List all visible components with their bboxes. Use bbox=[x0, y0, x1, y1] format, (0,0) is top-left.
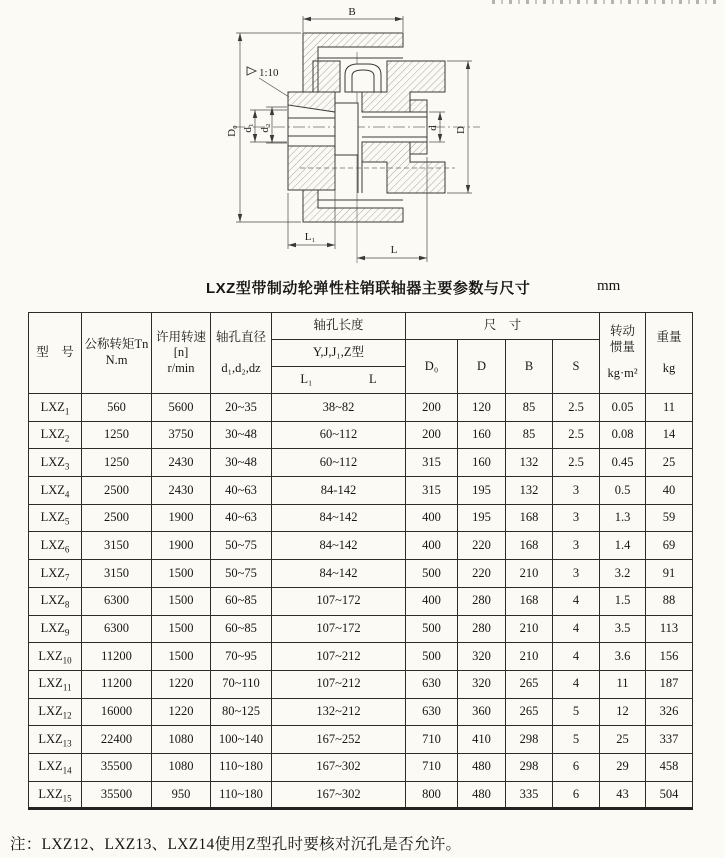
header-torque-line2: N.m bbox=[105, 353, 128, 367]
cell-speed: 1500 bbox=[152, 615, 211, 643]
cell-D0: 315 bbox=[406, 449, 458, 477]
cell-B: 265 bbox=[506, 698, 553, 726]
cell-bore_diameter: 30~48 bbox=[211, 449, 272, 477]
cell-S: 3 bbox=[553, 504, 600, 532]
table-row bbox=[29, 421, 693, 449]
cell-S: 3 bbox=[553, 532, 600, 560]
cell-speed: 1900 bbox=[152, 532, 211, 560]
header-inertia bbox=[600, 313, 646, 394]
cell-weight: 187 bbox=[646, 670, 693, 698]
cell-bore_length: 60~112 bbox=[272, 449, 406, 477]
cell-inertia: 3.2 bbox=[600, 560, 646, 588]
cell-speed: 2430 bbox=[152, 449, 211, 477]
cell-torque: 3150 bbox=[82, 532, 152, 560]
cell-speed: 1500 bbox=[152, 643, 211, 671]
table-row bbox=[29, 449, 693, 477]
cell-D: 410 bbox=[458, 726, 506, 754]
cell-torque: 1250 bbox=[82, 421, 152, 449]
cell-B: 298 bbox=[506, 753, 553, 781]
header-L1: L₁ bbox=[300, 372, 313, 387]
cell-bore_diameter: 20~35 bbox=[211, 394, 272, 422]
header-speed-line1: 许用转速 bbox=[155, 329, 206, 344]
cell-torque: 16000 bbox=[82, 698, 152, 726]
taper-symbol-icon bbox=[247, 67, 256, 75]
cell-model: $LXZ_5$ bbox=[29, 504, 82, 532]
cell-model: $LXZ_{11}$ bbox=[29, 670, 82, 698]
cell-D0: 315 bbox=[406, 477, 458, 505]
footnote: 注：LXZ12、LXZ13、LXZ14使用Z型孔时要核对沉孔是否允许。 bbox=[10, 836, 462, 853]
cell-speed: 2430 bbox=[152, 477, 211, 505]
cell-bore_length: 167~252 bbox=[272, 726, 406, 754]
cell-inertia: 0.45 bbox=[600, 449, 646, 477]
cell-D0: 500 bbox=[406, 560, 458, 588]
cell-inertia: 1.4 bbox=[600, 532, 646, 560]
cell-inertia: 11 bbox=[600, 670, 646, 698]
header-model: 型 号 bbox=[29, 313, 82, 394]
cell-torque: 1250 bbox=[82, 449, 152, 477]
cell-bore_length: 167~302 bbox=[272, 753, 406, 781]
cell-weight: 458 bbox=[646, 753, 693, 781]
table-row bbox=[29, 587, 693, 615]
parameters-table bbox=[28, 312, 693, 810]
cell-weight: 91 bbox=[646, 560, 693, 588]
cell-S: 6 bbox=[553, 781, 600, 809]
dim-label-big-d: D bbox=[455, 126, 467, 134]
cell-D0: 710 bbox=[406, 753, 458, 781]
cell-bore_length: 38~82 bbox=[272, 394, 406, 422]
cell-weight: 69 bbox=[646, 532, 693, 560]
left-flange-upper bbox=[288, 92, 335, 112]
cell-inertia: 0.5 bbox=[600, 477, 646, 505]
cell-inertia: 1.5 bbox=[600, 587, 646, 615]
cell-inertia: 0.08 bbox=[600, 421, 646, 449]
header-L: L bbox=[369, 372, 377, 387]
cell-bore_length: 84~142 bbox=[272, 532, 406, 560]
cell-B: 168 bbox=[506, 587, 553, 615]
cell-B: 210 bbox=[506, 560, 553, 588]
right-sleeve-upper bbox=[410, 100, 427, 112]
cell-weight: 40 bbox=[646, 477, 693, 505]
table-row bbox=[29, 560, 693, 588]
cell-D0: 400 bbox=[406, 587, 458, 615]
cell-D0: 500 bbox=[406, 643, 458, 671]
header-speed-line2: [n] bbox=[173, 345, 189, 360]
cell-S: 6 bbox=[553, 753, 600, 781]
cell-bore_diameter: 60~85 bbox=[211, 587, 272, 615]
cell-bore_length: 107~172 bbox=[272, 587, 406, 615]
cell-bore_diameter: 70~110 bbox=[211, 670, 272, 698]
cell-B: 132 bbox=[506, 449, 553, 477]
cell-speed: 1900 bbox=[152, 504, 211, 532]
cell-torque: 35500 bbox=[82, 781, 152, 809]
cell-weight: 156 bbox=[646, 643, 693, 671]
unit-label: mm bbox=[597, 278, 621, 294]
cell-B: 265 bbox=[506, 670, 553, 698]
dim-label-l1: L₁ bbox=[304, 231, 316, 243]
header-speed bbox=[152, 313, 211, 394]
cell-torque: 2500 bbox=[82, 504, 152, 532]
cell-B: 85 bbox=[506, 394, 553, 422]
cell-bore_diameter: 40~63 bbox=[211, 504, 272, 532]
cell-torque: 11200 bbox=[82, 643, 152, 671]
cell-speed: 3750 bbox=[152, 421, 211, 449]
header-bore-diameter bbox=[211, 313, 272, 394]
cell-torque: 6300 bbox=[82, 615, 152, 643]
header-inertia-line3: kg·m² bbox=[607, 366, 638, 380]
header-bore-dia-line1: 轴孔直径 bbox=[215, 329, 266, 344]
cell-torque: 3150 bbox=[82, 560, 152, 588]
header-size: 尺 寸 bbox=[406, 313, 600, 340]
cell-B: 335 bbox=[506, 781, 553, 809]
cell-D: 280 bbox=[458, 587, 506, 615]
cell-speed: 1500 bbox=[152, 560, 211, 588]
cell-speed: 1080 bbox=[152, 726, 211, 754]
header-weight-line1: 重量 bbox=[656, 329, 682, 344]
cell-bore_length: 167~302 bbox=[272, 781, 406, 809]
cell-weight: 337 bbox=[646, 726, 693, 754]
cell-weight: 25 bbox=[646, 449, 693, 477]
cell-model: $LXZ_6$ bbox=[29, 532, 82, 560]
cell-bore_diameter: 70~95 bbox=[211, 643, 272, 671]
cell-model: $LXZ_9$ bbox=[29, 615, 82, 643]
cell-model: $LXZ_3$ bbox=[29, 449, 82, 477]
cell-D: 320 bbox=[458, 643, 506, 671]
header-bore-length: 轴孔长度 bbox=[272, 313, 406, 340]
cell-speed: 1500 bbox=[152, 587, 211, 615]
header-torque-line1: 公称转矩Tn bbox=[84, 337, 149, 352]
dim-label-d0: D₀ bbox=[226, 125, 238, 137]
cell-bore_diameter: 100~140 bbox=[211, 726, 272, 754]
right-sleeve-lower bbox=[410, 142, 427, 154]
cell-bore_length: 107~212 bbox=[272, 670, 406, 698]
elastic-pin bbox=[345, 64, 381, 92]
cell-bore_length: 132~212 bbox=[272, 698, 406, 726]
cell-D0: 500 bbox=[406, 615, 458, 643]
cell-S: 4 bbox=[553, 643, 600, 671]
cell-B: 168 bbox=[506, 504, 553, 532]
cell-model: $LXZ_{15}$ bbox=[29, 781, 82, 809]
cell-bore_length: 84~142 bbox=[272, 560, 406, 588]
pin-boss-block bbox=[335, 103, 358, 155]
coupling-section-drawing bbox=[0, 0, 725, 272]
header-torque bbox=[82, 313, 152, 394]
cell-torque: 6300 bbox=[82, 587, 152, 615]
cell-speed: 950 bbox=[152, 781, 211, 809]
table-row bbox=[29, 477, 693, 505]
header-D0: D₀ bbox=[406, 340, 458, 394]
table-row bbox=[29, 781, 693, 809]
cell-S: 5 bbox=[553, 698, 600, 726]
header-D: D bbox=[458, 340, 506, 394]
cell-bore_diameter: 80~125 bbox=[211, 698, 272, 726]
table-row bbox=[29, 532, 693, 560]
cell-model: $LXZ_{13}$ bbox=[29, 726, 82, 754]
header-L1-L bbox=[272, 367, 406, 394]
cell-D0: 630 bbox=[406, 670, 458, 698]
cell-speed: 1220 bbox=[152, 670, 211, 698]
cell-D0: 400 bbox=[406, 504, 458, 532]
cell-bore_length: 107~172 bbox=[272, 615, 406, 643]
cell-B: 210 bbox=[506, 615, 553, 643]
cell-S: 3 bbox=[553, 560, 600, 588]
cell-B: 85 bbox=[506, 421, 553, 449]
cell-bore_length: 60~112 bbox=[272, 421, 406, 449]
dim-label-d: d bbox=[427, 125, 439, 131]
cell-D: 360 bbox=[458, 698, 506, 726]
cell-B: 298 bbox=[506, 726, 553, 754]
cell-D0: 400 bbox=[406, 532, 458, 560]
cell-S: 2.5 bbox=[553, 421, 600, 449]
header-weight bbox=[646, 313, 693, 394]
cell-S: 4 bbox=[553, 587, 600, 615]
cell-B: 210 bbox=[506, 643, 553, 671]
cell-bore_diameter: 30~48 bbox=[211, 421, 272, 449]
cell-D: 195 bbox=[458, 477, 506, 505]
cell-torque: 11200 bbox=[82, 670, 152, 698]
cell-S: 2.5 bbox=[553, 449, 600, 477]
cell-D: 220 bbox=[458, 532, 506, 560]
header-inertia-line2: 惯量 bbox=[610, 340, 636, 354]
cell-weight: 88 bbox=[646, 587, 693, 615]
cell-weight: 14 bbox=[646, 421, 693, 449]
table-row bbox=[29, 394, 693, 422]
cell-inertia: 25 bbox=[600, 726, 646, 754]
cell-D: 220 bbox=[458, 560, 506, 588]
table-row bbox=[29, 726, 693, 754]
cell-D0: 200 bbox=[406, 394, 458, 422]
cell-speed: 1220 bbox=[152, 698, 211, 726]
left-flange-lower bbox=[288, 146, 335, 190]
table-row bbox=[29, 670, 693, 698]
cell-bore_diameter: 110~180 bbox=[211, 753, 272, 781]
cell-bore_diameter: 50~75 bbox=[211, 560, 272, 588]
cell-S: 4 bbox=[553, 615, 600, 643]
cell-torque: 2500 bbox=[82, 477, 152, 505]
cell-torque: 22400 bbox=[82, 726, 152, 754]
header-weight-line2: kg bbox=[662, 360, 676, 375]
table-row bbox=[29, 698, 693, 726]
cell-weight: 504 bbox=[646, 781, 693, 809]
table-row bbox=[29, 615, 693, 643]
cell-weight: 113 bbox=[646, 615, 693, 643]
cell-inertia: 12 bbox=[600, 698, 646, 726]
cell-D: 280 bbox=[458, 615, 506, 643]
cell-bore_diameter: 110~180 bbox=[211, 781, 272, 809]
dim-label-l: L bbox=[390, 244, 398, 256]
table-row bbox=[29, 504, 693, 532]
cell-D: 480 bbox=[458, 753, 506, 781]
cell-bore_length: 84~142 bbox=[272, 504, 406, 532]
cell-B: 132 bbox=[506, 477, 553, 505]
cell-weight: 59 bbox=[646, 504, 693, 532]
taper-label: 1:10 bbox=[259, 67, 279, 79]
cell-bore_diameter: 60~85 bbox=[211, 615, 272, 643]
header-S: S bbox=[553, 340, 600, 394]
header-inertia-line1: 转动 bbox=[610, 324, 636, 339]
cell-model: $LXZ_{10}$ bbox=[29, 643, 82, 671]
dim-label-d1: d₁ bbox=[242, 123, 254, 133]
cell-bore_length: 84-142 bbox=[272, 477, 406, 505]
cell-D0: 630 bbox=[406, 698, 458, 726]
right-flange-lower bbox=[362, 142, 445, 193]
cell-D: 320 bbox=[458, 670, 506, 698]
header-B: B bbox=[506, 340, 553, 394]
cell-B: 168 bbox=[506, 532, 553, 560]
cell-model: $LXZ_7$ bbox=[29, 560, 82, 588]
cell-speed: 5600 bbox=[152, 394, 211, 422]
cell-D0: 710 bbox=[406, 726, 458, 754]
cell-inertia: 3.5 bbox=[600, 615, 646, 643]
cell-D: 120 bbox=[458, 394, 506, 422]
table-row bbox=[29, 643, 693, 671]
cell-S: 4 bbox=[553, 670, 600, 698]
cell-model: $LXZ_2$ bbox=[29, 421, 82, 449]
brake-drum-lower bbox=[303, 190, 403, 222]
cell-D: 480 bbox=[458, 781, 506, 809]
cell-torque: 560 bbox=[82, 394, 152, 422]
cell-model: $LXZ_4$ bbox=[29, 477, 82, 505]
cell-weight: 326 bbox=[646, 698, 693, 726]
header-speed-line3: r/min bbox=[167, 360, 195, 375]
cell-model: $LXZ_{12}$ bbox=[29, 698, 82, 726]
cell-S: 3 bbox=[553, 477, 600, 505]
header-bore-length-types: Y,J,J₁,Z型 bbox=[272, 340, 406, 367]
cell-bore_diameter: 50~75 bbox=[211, 532, 272, 560]
cell-D: 195 bbox=[458, 504, 506, 532]
table-body bbox=[29, 394, 693, 809]
cell-model: $LXZ_1$ bbox=[29, 394, 82, 422]
cell-D: 160 bbox=[458, 421, 506, 449]
cell-bore_length: 107~212 bbox=[272, 643, 406, 671]
cell-model: $LXZ_{14}$ bbox=[29, 753, 82, 781]
table-row bbox=[29, 753, 693, 781]
dim-label-d2: d₂ bbox=[259, 123, 271, 133]
cell-inertia: 43 bbox=[600, 781, 646, 809]
cell-speed: 1080 bbox=[152, 753, 211, 781]
cell-bore_diameter: 40~63 bbox=[211, 477, 272, 505]
table-header bbox=[29, 313, 693, 394]
dim-label-b: B bbox=[348, 6, 356, 18]
cell-S: 5 bbox=[553, 726, 600, 754]
cell-D0: 200 bbox=[406, 421, 458, 449]
cell-inertia: 29 bbox=[600, 753, 646, 781]
cell-D0: 800 bbox=[406, 781, 458, 809]
table-title: LXZ型带制动轮弹性柱销联轴器主要参数与尺寸 bbox=[206, 280, 531, 297]
cell-S: 2.5 bbox=[553, 394, 600, 422]
cell-inertia: 3.6 bbox=[600, 643, 646, 671]
cell-inertia: 1.3 bbox=[600, 504, 646, 532]
left-hub-boss bbox=[313, 61, 340, 92]
cell-model: $LXZ_8$ bbox=[29, 587, 82, 615]
cell-D: 160 bbox=[458, 449, 506, 477]
cell-inertia: 0.05 bbox=[600, 394, 646, 422]
header-bore-dia-line2: d₁,d₂,dz bbox=[221, 360, 261, 375]
cell-torque: 35500 bbox=[82, 753, 152, 781]
cell-weight: 11 bbox=[646, 394, 693, 422]
